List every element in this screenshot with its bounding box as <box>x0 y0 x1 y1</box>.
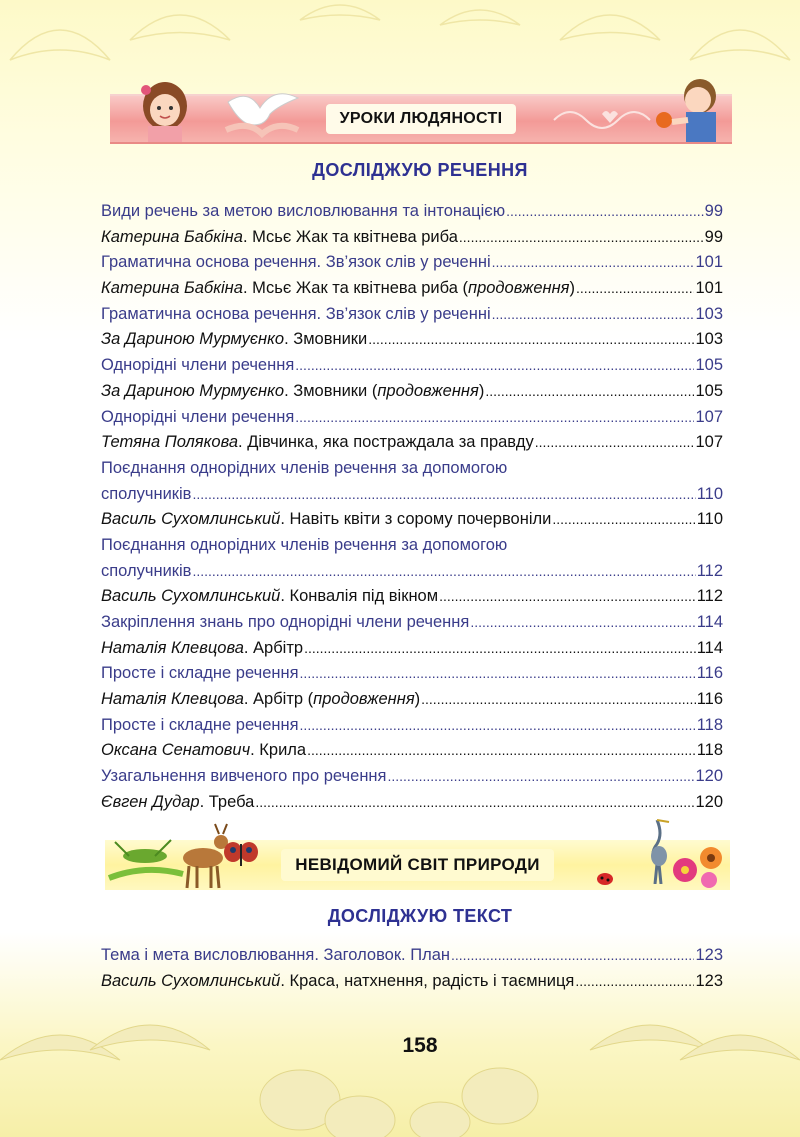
toc-story-title: . Краса, натхнення, радість і таємниця <box>280 971 575 990</box>
toc-dot-leader <box>387 768 694 784</box>
toc-dot-leader <box>576 280 695 296</box>
toc-entry-label: Просте і складне речення <box>101 664 299 683</box>
toc-dot-leader <box>552 511 695 527</box>
toc-entry-lesson[interactable] <box>101 767 723 793</box>
banner-title: НЕВІДОМИЙ СВІТ ПРИРОДИ <box>281 849 553 881</box>
toc-story-title: . Дівчинка, яка постраждала за правду <box>238 433 534 452</box>
toc-page-number: 110 <box>696 510 723 529</box>
page-number: 158 <box>402 1034 438 1057</box>
toc-dot-leader <box>451 947 694 963</box>
toc-entry-lesson[interactable] <box>101 613 723 639</box>
toc-author: За Дариною Мурмуєнко <box>101 330 285 349</box>
toc-entry-reading[interactable] <box>101 228 723 254</box>
toc-page-number: 114 <box>696 638 723 657</box>
table-of-contents-sentence <box>101 202 723 819</box>
toc-page-number: 112 <box>696 561 723 580</box>
toc-entry-label-continued: сполучників <box>101 484 192 503</box>
toc-story-title: . Мсьє Жак та квітнева риба ( <box>242 279 468 298</box>
toc-entry-label: Види речень за метою висловлювання та інтонацією <box>101 202 506 220</box>
toc-dot-leader <box>470 614 695 630</box>
toc-entry-lesson[interactable] <box>101 305 723 331</box>
toc-page-number: 112 <box>696 587 723 606</box>
toc-story-title: . Треба <box>199 792 255 811</box>
toc-story-title: . Арбітр ( <box>243 690 314 709</box>
ribbon-hearts-illustration <box>550 102 660 138</box>
toc-entry-reading[interactable] <box>101 510 723 536</box>
toc-entry-label: Граматична основа речення. Зв’язок слів у реченні <box>101 253 491 272</box>
toc-page-number: 101 <box>695 279 723 298</box>
toc-dot-leader <box>421 691 696 707</box>
flowers-illustration <box>665 836 729 890</box>
toc-dot-leader <box>300 665 696 681</box>
toc-entry-reading[interactable] <box>101 972 723 998</box>
toc-page-number: 107 <box>695 433 723 452</box>
toc-entry-label: Однорідні члени речення <box>101 356 295 375</box>
toc-story-title: . Конвалія під вікном <box>280 587 439 606</box>
toc-dot-leader <box>492 306 695 322</box>
toc-entry-reading[interactable] <box>101 793 723 819</box>
toc-entry-reading[interactable] <box>101 433 723 459</box>
top-leaves-decoration <box>0 0 800 90</box>
toc-entry-reading[interactable]: Катерина Бабкіна. Мсьє Жак та квітнева риба (продовження) ..... 101 <box>101 279 723 305</box>
toc-dot-leader <box>506 203 704 219</box>
toc-entry-label: Тема і мета висловлювання. Заголовок. План <box>101 946 451 964</box>
toc-page-number: 103 <box>695 330 723 349</box>
toc-entry-label: Узагальнення вивченого про речення <box>101 767 387 786</box>
toc-author: За Дариною Мурмуєнко <box>101 381 285 400</box>
toc-page-number: 105 <box>695 356 723 375</box>
toc-entry-label: Граматична основа речення. Зв’язок слів у реченні <box>101 304 491 323</box>
toc-entry-lesson[interactable] <box>101 946 723 972</box>
toc-entry-lesson[interactable] <box>101 716 723 742</box>
toc-entry-reading[interactable] <box>101 639 723 665</box>
toc-story-title: . Змовники <box>284 330 368 349</box>
toc-continuation: продовження <box>467 279 570 298</box>
toc-page-number: 120 <box>695 792 723 811</box>
toc-entry-lesson[interactable] <box>101 253 723 279</box>
toc-page-number: 118 <box>696 715 723 734</box>
toc-dot-leader <box>295 409 694 425</box>
toc-entry-reading[interactable]: Наталія Клевцова. Арбітр (продовження) ..... 116 <box>101 690 723 716</box>
toc-page-number: 107 <box>695 407 723 426</box>
grasshopper-illustration <box>105 834 185 890</box>
toc-entry-label-continued: сполучників <box>101 561 192 580</box>
toc-dot-leader <box>192 486 695 502</box>
toc-entry-reading[interactable] <box>101 587 723 613</box>
toc-continuation: продовження <box>313 690 415 709</box>
toc-dot-leader <box>300 717 696 733</box>
girl-illustration <box>130 80 200 142</box>
toc-page-number: 99 <box>704 202 723 220</box>
toc-entry-reading[interactable]: За Дариною Мурмуєнко. Змовники (продовження) ..... 105 <box>101 382 723 408</box>
toc-dot-leader <box>535 434 695 450</box>
deer-illustration <box>167 822 237 890</box>
toc-page-number: 123 <box>695 946 723 964</box>
toc-author: Василь Сухомлинський <box>101 587 281 606</box>
toc-entry-lesson[interactable] <box>101 408 723 434</box>
toc-entry-label: Поєднання однорідних членів речення за допомогою <box>101 458 508 477</box>
toc-dot-leader <box>492 254 695 270</box>
toc-dot-leader <box>459 229 704 245</box>
toc-entry-lesson[interactable] <box>101 664 723 690</box>
boy-illustration <box>638 76 730 142</box>
toc-continuation: продовження <box>377 381 479 400</box>
toc-author: Наталія Клевцова <box>101 638 244 657</box>
toc-entry-label: Закріплення знань про однорідні члени речення <box>101 613 470 631</box>
toc-entry-label: Однорідні члени речення <box>101 407 295 426</box>
toc-dot-leader <box>255 794 694 810</box>
butterfly-illustration <box>223 840 259 870</box>
toc-author: Євген Дудар <box>101 792 200 811</box>
table-of-contents-text <box>101 946 723 997</box>
toc-story-title: . Мсьє Жак та квітнева риба <box>242 227 458 246</box>
toc-story-title: . Навіть квіти з сорому почервоніли <box>280 510 552 529</box>
toc-entry-label: Поєднання однорідних членів речення за допомогою <box>101 535 508 554</box>
toc-author: Наталія Клевцова <box>101 690 244 709</box>
toc-page-number: 101 <box>695 253 723 272</box>
toc-entry-lesson[interactable] <box>101 356 723 382</box>
toc-page-number: 114 <box>696 613 723 631</box>
toc-entry-lesson[interactable] <box>101 459 723 510</box>
toc-page-number: 105 <box>695 381 723 400</box>
toc-dot-leader <box>295 357 694 373</box>
toc-author: Оксана Сенатович <box>101 741 251 760</box>
toc-author: Катерина Бабкіна <box>101 279 243 298</box>
banner-title: УРОКИ ЛЮДЯНОСТІ <box>326 104 517 134</box>
ladybug-illustration <box>595 870 615 886</box>
toc-entry-lesson[interactable] <box>101 536 723 587</box>
heron-illustration <box>637 814 677 884</box>
toc-entry-reading[interactable] <box>101 741 723 767</box>
toc-story-title: . Змовники ( <box>284 381 378 400</box>
toc-page-number: 103 <box>695 304 723 323</box>
unknown-world-of-nature-banner <box>105 840 730 890</box>
toc-dot-leader <box>304 640 696 656</box>
toc-page-number: 99 <box>704 227 723 246</box>
dove-illustration <box>218 84 304 140</box>
toc-page-number: 123 <box>695 971 723 990</box>
section-title-sentence: ДОСЛІДЖУЮ РЕЧЕННЯ <box>312 160 528 180</box>
toc-dot-leader <box>368 331 694 347</box>
section-title-text: ДОСЛІДЖУЮ ТЕКСТ <box>327 906 513 926</box>
toc-author: Василь Сухомлинський <box>101 971 281 990</box>
toc-author: Катерина Бабкіна <box>101 227 243 246</box>
toc-entry-reading[interactable] <box>101 330 723 356</box>
bottom-leaves-decoration <box>0 1000 800 1137</box>
toc-dot-leader <box>192 563 695 579</box>
toc-entry-lesson[interactable] <box>101 202 723 228</box>
toc-author: Василь Сухомлинський <box>101 510 281 529</box>
toc-page-number: 120 <box>695 767 723 786</box>
toc-dot-leader <box>307 742 696 758</box>
toc-page-number: 116 <box>696 664 723 683</box>
toc-page-number: 118 <box>696 741 723 760</box>
toc-page-number: 116 <box>696 690 723 709</box>
toc-story-title: . Крила <box>250 741 307 760</box>
toc-author: Тетяна Полякова <box>101 433 239 452</box>
toc-story-title: . Арбітр <box>243 638 304 657</box>
toc-page-number: 110 <box>696 484 723 503</box>
toc-dot-leader <box>439 588 696 604</box>
toc-dot-leader <box>575 973 694 989</box>
toc-entry-label: Просте і складне речення <box>101 715 299 734</box>
lessons-of-humanity-banner <box>110 94 732 144</box>
toc-dot-leader <box>485 383 694 399</box>
